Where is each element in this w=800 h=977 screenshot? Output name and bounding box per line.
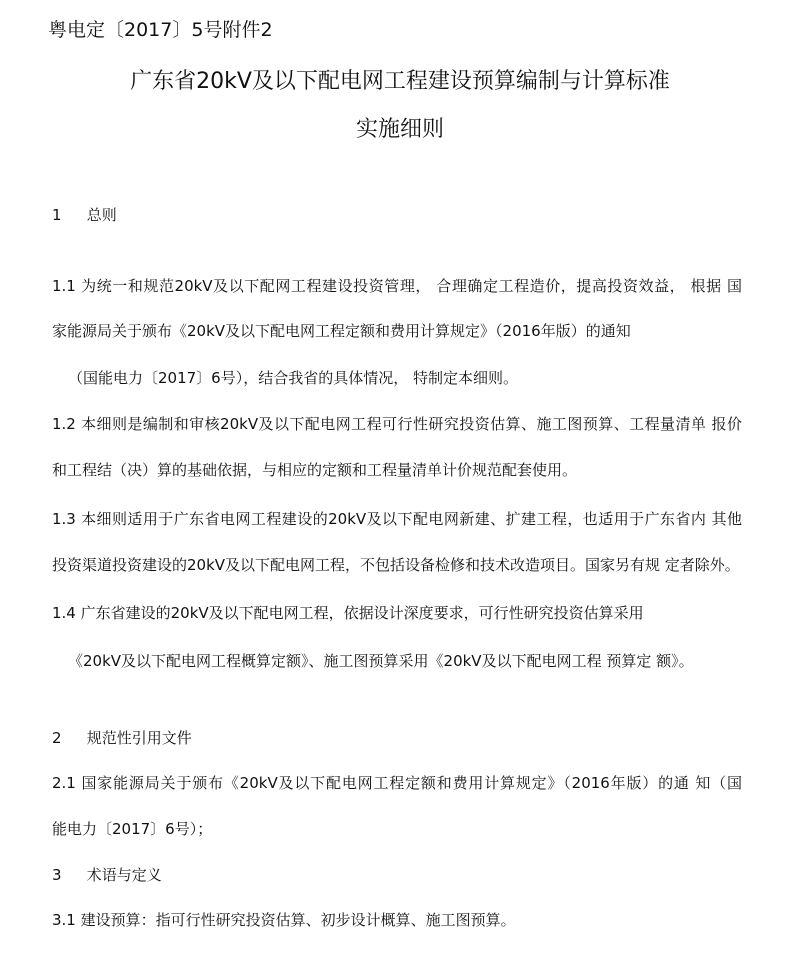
- clause-1-1-line-2: 家能源局关于颁布《20kV及以下配电网工程定额和费用计算规定》（2016年版）的通知: [52, 322, 631, 340]
- section-title: 总则: [86, 206, 117, 224]
- clause-2-1-line-2: 能电力〔2017〕6号）；: [52, 820, 213, 838]
- document-title-line-1: 广东省20kV及以下配电网工程建设预算编制与计算标准: [130, 69, 670, 94]
- section-heading-2: [52, 731, 192, 746]
- clause-1-4-line-1: 1.4 广东省建设的20kV及以下配电网工程，依据设计深度要求，可行性研究投资估算采用: [52, 604, 644, 622]
- clause-1-3-line-2: 投资渠道投资建设的20kV及以下配电网工程，不包括设备检修和技术改造项目。国家另有规 定者除外。: [52, 556, 740, 574]
- section-heading-1: [52, 208, 117, 223]
- clause-1-1-line-1: 1.1 为统一和规范20kV及以下配网工程建设投资管理， 合理确定工程造价，提高投资效益， 根据 国: [52, 277, 742, 295]
- clause-2-1-line-1: 2.1 国家能源局关于颁布《20kV及以下配电网工程定额和费用计算规定》（2016年版）的通 知（国: [52, 774, 742, 792]
- section-title: 规范性引用文件: [86, 729, 192, 747]
- clause-1-1-line-3: （国能电力〔2017〕6号），结合我省的具体情况， 特制定本细则。: [68, 369, 518, 387]
- section-number: 1: [52, 206, 62, 224]
- document-header: 粤电定〔2017〕5号附件2: [48, 19, 273, 41]
- section-number: 2: [52, 729, 62, 747]
- section-number: 3: [52, 866, 62, 884]
- clause-1-2-line-1: 1.2 本细则是编制和审核20kV及以下配电网工程可行性研究投资估算、施工图预算、工程量清单 报价: [52, 415, 742, 433]
- section-heading-3: [52, 868, 162, 883]
- clause-1-3-line-1: 1.3 本细则适用于广东省电网工程建设的20kV及以下配电网新建、扩建工程，也适用于广东省内 其他: [52, 510, 742, 528]
- clause-1-4-line-2: 《20kV及以下配电网工程概算定额》、施工图预算采用《20kV及以下配电网工程 预算定 额》。: [68, 652, 694, 670]
- clause-3-1-line-1: 3.1 建设预算：指可行性研究投资估算、初步设计概算、施工图预算。: [52, 911, 516, 929]
- document-title-line-2: 实施细则: [355, 117, 444, 142]
- clause-1-2-line-2: 和工程结（决）算的基础依据，与相应的定额和工程量清单计价规范配套使用。: [52, 461, 578, 479]
- section-title: 术语与定义: [86, 866, 162, 884]
